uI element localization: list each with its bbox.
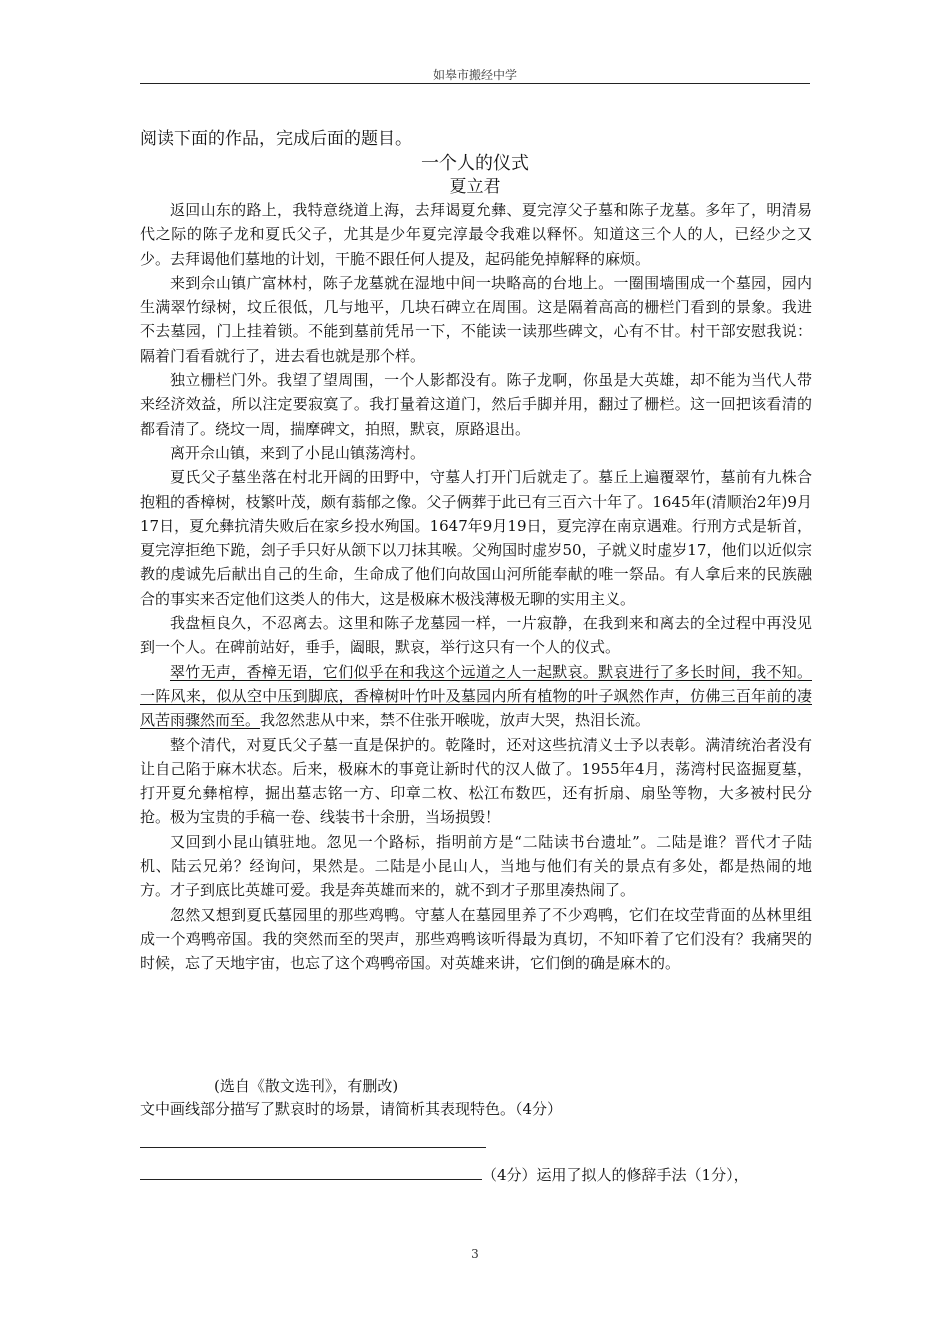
answer-blank-line: [140, 1164, 482, 1180]
paragraph: 独立栅栏门外。我望了望周围，一个人影都没有。陈子龙啊，你虽是大英雄，却不能为当代人带来经济效益，所以注定要寂寞了。我打量着这道门，然后手脚并用，翻过了栅栏。这一回把该看清的都看清了。绕坟一周，揣摩碑文，拍照，默哀，原路退出。: [140, 371, 812, 438]
paragraph: 整个清代，对夏氏父子墓一直是保护的。乾隆时，还对这些抗清义士予以表彰。满清统治者没有让自己陷于麻木状态。后来，极麻木的事竟让新时代的汉人做了。1955年4月，荡湾村民盗掘夏墓，打开夏允彝棺椁，掘出墓志铭一方、印章二枚、松江布数匹，还有折扇、扇坠等物，大多被村民分抢。极为宝贵的手稿一卷、线装书十余册，当场损毁！: [140, 735, 812, 827]
underlined-paragraph: [140, 660, 812, 733]
paragraph: 我盘桓良久，不忍离去。这里和陈子龙墓园一样，一片寂静，在我到来和离去的全过程中再没见到一个人。在碑前站好，垂手，阖眼，默哀，举行这只有一个人的仪式。: [140, 614, 812, 657]
paragraph: 忽然又想到夏氏墓园里的那些鸡鸭。守墓人在墓园里养了不少鸡鸭，它们在坟茔背面的丛林里组成一个鸡鸭帝国。我的突然而至的哭声，那些鸡鸭该听得最为真切，不知吓着了它们没有？我痛哭的时候，忘了天地宇宙，也忘了这个鸡鸭帝国。对英雄来讲，它们倒的确是麻木的。: [140, 905, 812, 973]
paragraph: 返回山东的路上，我特意绕道上海，去拜谒夏允彝、夏完淳父子墓和陈子龙墓。多年了，明清易代之际的陈子龙和夏氏父子，尤其是少年夏完淳最令我难以释怀。知道这三个人的人，已经少之又少。去拜谒他们墓地的计划，干脆不跟任何人提及，起码能免掉解释的麻烦。: [140, 201, 812, 268]
page-number: 3: [471, 1247, 479, 1261]
paragraph-tail: 我忽然悲从中来，禁不住张开喉咙，放声大哭，热泪长流。: [260, 711, 651, 730]
underlined-passage: 翠竹无声，香樟无语，它们似乎在和我这个远道之人一起默哀。默哀进行了多长时间，我不知。一阵风来，似从空中压到脚底，香樟树叶竹叶及墓园内所有植物的叶子飒然作声，仿佛三百年前的凄风苦雨骤然而至。: [140, 662, 812, 730]
paragraph: 离开佘山镇，来到了小昆山镇荡湾村。: [170, 443, 426, 462]
reading-instruction: 阅读下面的作品，完成后面的题目。: [140, 129, 412, 149]
answer-note: （4分）运用了拟人的修辞手法（1分），: [482, 1166, 749, 1184]
page-header: 如皋市搬经中学: [432, 68, 517, 82]
answer-blank-line: [140, 1147, 486, 1148]
header-divider: [140, 83, 810, 84]
article-title: 一个人的仪式: [421, 153, 529, 174]
paragraph: 又回到小昆山镇驻地。忽见一个路标，指明前方是“二陆读书台遗址”。二陆是谁？晋代才子陆机、陆云兄弟？经询问，果然是。二陆是小昆山人，当地与他们有关的景点有多处，都是热闹的地方。才子到底比英雄可爱。我是奔英雄而来的，就不到才子那里凑热闹了。: [140, 832, 812, 900]
article-body: [140, 198, 812, 976]
paragraph: 夏氏父子墓坐落在村北开阔的田野中，守墓人打开门后就走了。墓丘上遍覆翠竹，墓前有九株合抱粗的香樟树，枝繁叶茂，颇有蓊郁之像。父子俩葬于此已有三百六十年了。1645年(清顺治2年)9月17日，夏允彝抗清失败后在家乡投水殉国。1647年9月19日，夏完淳在南京遇难。行刑方式是斩首，夏完淳拒绝下跪，刽子手只好从颌下以刀抹其喉。父殉国时虚岁50，子就义时虚岁17，他们以近似宗教的虔诚先后献出自己的生命，生命成了他们向故国山河所能奉献的唯一祭品。有人拿后来的民族融合的事实来否定他们这类人的伟大，这是极麻木极浅薄极无聊的实用主义。: [140, 468, 812, 608]
article-author: 夏立君: [449, 177, 501, 197]
answer-row: [140, 1164, 820, 1186]
article-source: (选自《散文选刊》，有删改): [214, 1077, 399, 1095]
paragraph: 来到佘山镇广富林村，陈子龙墓就在湿地中间一块略高的台地上。一圈围墙围成一个墓园，园内生满翠竹绿树，坟丘很低，几与地平，几块石碑立在周围。这是隔着高高的栅栏门看到的景象。我进不去墓园，门上挂着锁。不能到墓前凭吊一下，不能读一读那些碑文，心有不甘。村干部安慰我说：隔着门看看就行了，进去看也就是那个样。: [140, 273, 812, 365]
question-text: 文中画线部分描写了默哀时的场景，请简析其表现特色。（4分）: [140, 1100, 563, 1118]
